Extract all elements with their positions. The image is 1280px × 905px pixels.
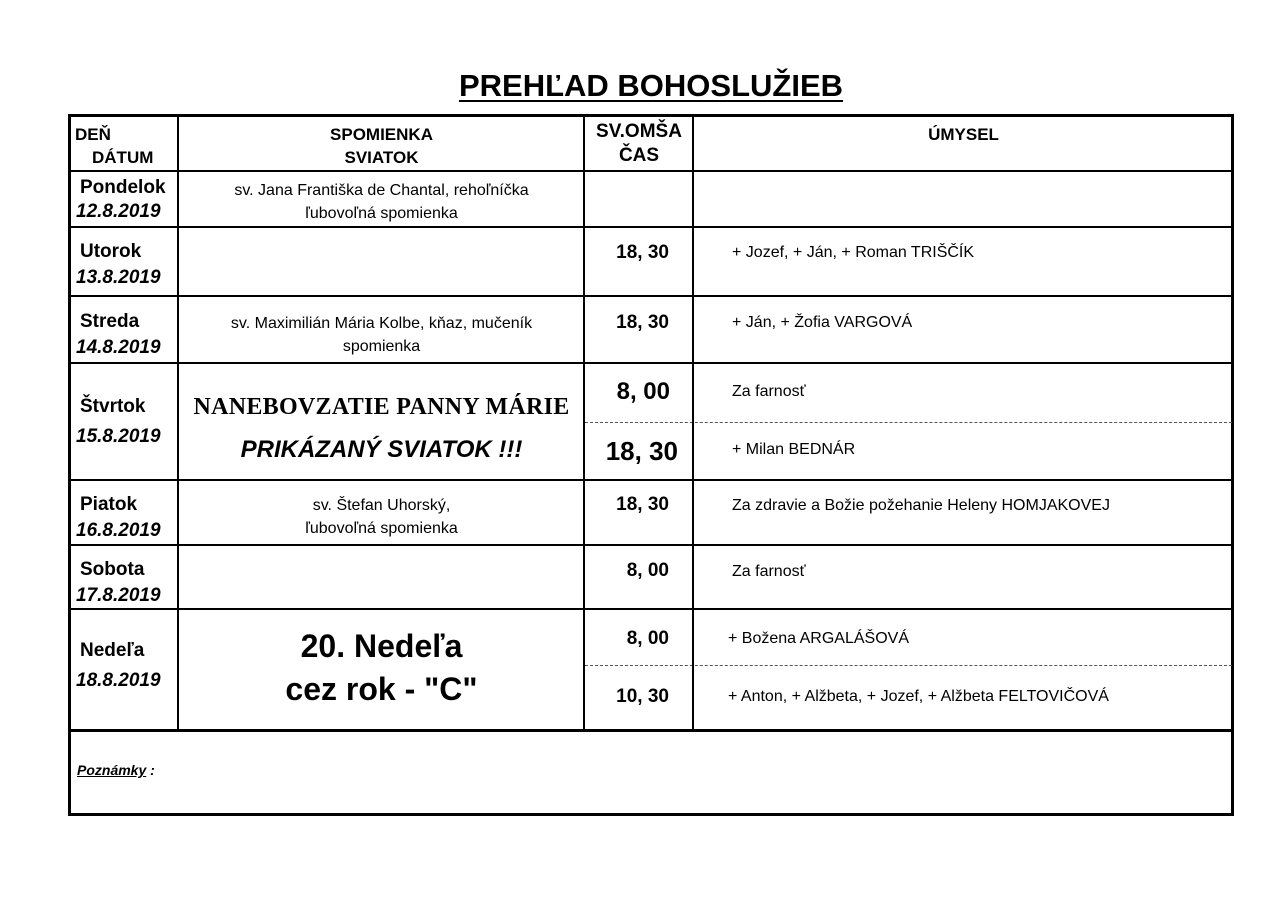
day-label: Štvrtok [80, 396, 146, 417]
date-label: 14.8.2019 [76, 337, 161, 358]
day-label: Nedeľa [80, 640, 145, 661]
column-divider [583, 116, 585, 730]
day-label: Pondelok [80, 177, 166, 198]
header-mass: SV.OMŠA [596, 121, 682, 142]
row-divider [70, 362, 1232, 364]
mass-intention: + Jozef, + Ján, + Roman TRIŠČÍK [732, 244, 975, 261]
header-time: ČAS [618, 145, 660, 166]
subrow-divider [585, 422, 1232, 423]
mass-time: 18, 30 [605, 436, 678, 466]
feast-text: spomienka [342, 338, 421, 355]
mass-time: 18, 30 [616, 312, 669, 333]
mass-time: 8, 00 [616, 378, 670, 405]
mass-intention: + Ján, + Žofia VARGOVÁ [732, 314, 913, 331]
feast-text: sv. Jana Františka de Chantal, rehoľníčka [234, 182, 529, 199]
feast-text: ľubovoľná spomienka [305, 205, 458, 222]
day-label: Utorok [80, 241, 142, 262]
row-divider [70, 226, 1232, 228]
subrow-divider [585, 665, 1232, 666]
column-divider [692, 116, 694, 730]
feast-title: 20. Nedeľa [300, 628, 463, 664]
mass-intention: Za farnosť [732, 563, 806, 580]
mass-time: 10, 30 [616, 686, 669, 707]
mass-intention: Za farnosť [732, 383, 806, 400]
date-label: 17.8.2019 [76, 585, 161, 606]
feast-subtitle: cez rok - "C" [285, 671, 478, 707]
day-label: Streda [80, 311, 140, 332]
notes-label: Poznámky : [77, 762, 155, 778]
row-divider [70, 479, 1232, 481]
date-label: 12.8.2019 [76, 201, 161, 222]
mass-intention: + Milan BEDNÁR [732, 441, 856, 458]
mass-intention: Za zdravie a Božie požehanie Heleny HOMJAKOVEJ [732, 497, 1110, 514]
row-divider [70, 295, 1232, 297]
mass-intention: + Anton, + Alžbeta, + Jozef, + Alžbeta FELTOVIČOVÁ [728, 688, 1109, 705]
feast-subtitle: PRIKÁZANÝ SVIATOK !!! [240, 436, 523, 463]
mass-time: 8, 00 [626, 628, 669, 649]
header-date: DÁTUM [92, 148, 154, 167]
header-day: DEŇ [75, 125, 111, 144]
row-divider [70, 608, 1232, 610]
mass-time: 18, 30 [616, 242, 669, 263]
feast-text: ľubovoľná spomienka [305, 520, 458, 537]
row-divider [70, 729, 1232, 732]
header-feast: SPOMIENKA [330, 125, 433, 144]
header-feast-2: SVIATOK [344, 148, 419, 167]
date-label: 18.8.2019 [76, 670, 161, 691]
row-divider [70, 170, 1232, 172]
mass-time: 8, 00 [626, 560, 669, 581]
mass-intention: + Božena ARGALÁŠOVÁ [728, 630, 909, 647]
date-label: 13.8.2019 [76, 267, 161, 288]
day-label: Piatok [80, 494, 138, 515]
feast-text: sv. Štefan Uhorský, [312, 497, 451, 514]
row-divider [70, 544, 1232, 546]
page-title: PREHĽAD BOHOSLUŽIEB [458, 68, 844, 103]
mass-time: 18, 30 [616, 494, 669, 515]
date-label: 15.8.2019 [76, 426, 161, 447]
feast-title: NANEBOVZATIE PANNY MÁRIE [193, 394, 570, 420]
date-label: 16.8.2019 [76, 520, 161, 541]
header-intention: ÚMYSEL [928, 125, 999, 144]
day-label: Sobota [80, 559, 145, 580]
column-divider [177, 116, 179, 730]
feast-text: sv. Maximilián Mária Kolbe, kňaz, mučeník [230, 315, 533, 332]
